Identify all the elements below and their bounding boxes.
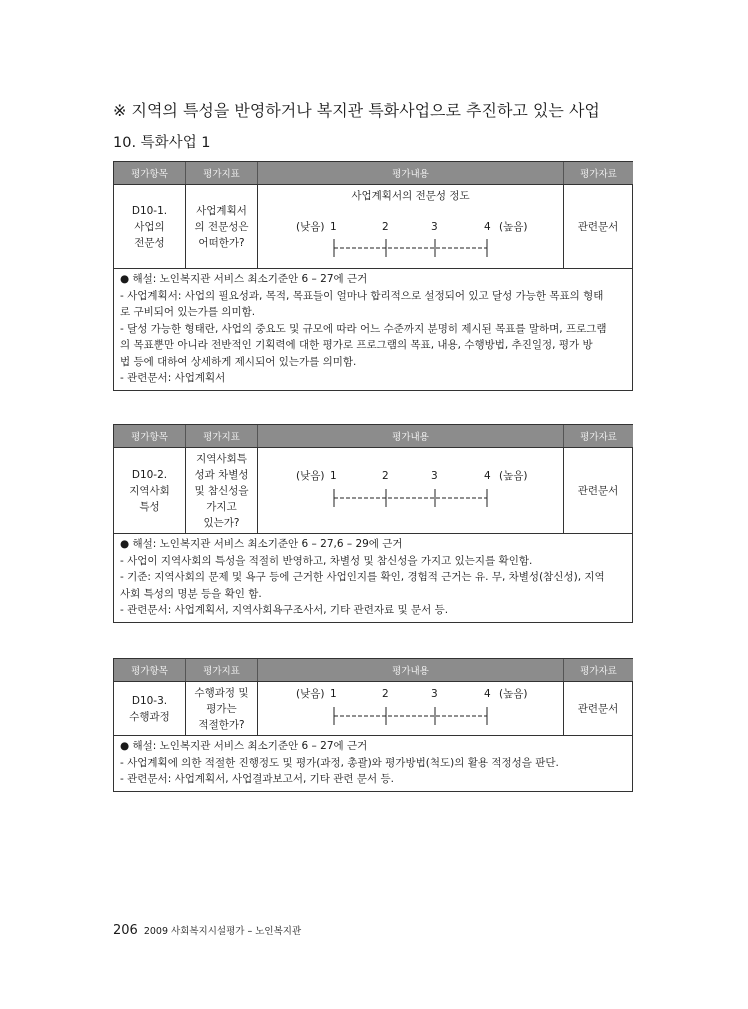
scale-point-2: 2 [382,688,389,700]
scale-point-3: 3 [431,470,438,482]
indicator-line: 지역사회특 [196,452,247,465]
header-indicator: 평가지표 [186,425,258,447]
scale-low-label: (낮음) [296,470,325,482]
description-box [114,268,633,390]
indicator-line: 있는가? [203,516,240,529]
table-row [114,447,633,533]
table-row [114,681,633,735]
item-code: D10-2. [131,468,168,481]
rating-scale-line [258,487,564,509]
table-header [114,425,633,447]
description-line: 사회 특성의 명분 등을 확인 함. [120,587,262,600]
header-content: 평가내용 [258,659,564,681]
content-cell [258,682,564,735]
page-footer [113,919,301,938]
scale-point-4: 4 [484,221,491,233]
description-line: - 관련문서: 사업계획서 [120,372,226,384]
description-line: - 사업계획에 의한 적절한 진행정도 및 평가(과정, 총괄)와 평가방법(척도)의 활용 적정성을 판단. [120,756,559,769]
item-name-line: 사업의 [134,220,165,233]
evaluation-table-1 [113,161,633,391]
description-line: - 관련문서: 사업계획서, 사업결과보고서, 기타 관련 문서 등. [120,773,394,785]
table-header [114,162,633,184]
item-code: D10-3. [131,694,168,707]
header-indicator: 평가지표 [186,659,258,681]
item-name-line: 수행과정 [129,710,170,723]
page-note: ※ 지역의 특성을 반영하거나 복지관 특화사업으로 추진하고 있는 사업 [113,101,600,120]
indicator-cell [186,448,258,533]
scale-point-4: 4 [484,688,491,700]
evaluation-table-3 [113,658,633,792]
item-name-line: 지역사회 [129,484,170,497]
page-number: 206 [113,923,138,938]
scale-point-1: 1 [330,470,337,482]
material-cell: 관련문서 [564,682,633,735]
description-line: - 기준: 지역사회의 문제 및 욕구 등에 근거한 사업인지를 확인, 경험적 근거는 유. 무, 차별성(참신성), 지역 [120,571,605,583]
scale-point-1: 1 [330,688,337,700]
indicator-line: 어떠한가? [198,236,245,249]
indicator-line: 적절한가? [198,718,245,731]
indicator-line: 평가는 [206,702,237,715]
scale-high-label: (높음) [499,221,528,233]
indicator-cell [186,682,258,735]
description-line: 로 구비되어 있는가를 의미함. [120,306,256,318]
content-cell [258,448,564,533]
header-item: 평가항목 [114,659,186,681]
header-content: 평가내용 [258,162,564,184]
item-cell [114,682,186,735]
description-box [114,735,633,791]
table-header [114,659,633,681]
description-box [114,533,633,622]
description-line: - 사업이 지역사회의 특성을 적절히 반영하고, 차별성 및 참신성을 가지고 있는지를 확인함. [120,554,533,567]
header-indicator: 평가지표 [186,162,258,184]
table-row [114,184,633,268]
evaluation-table-2 [113,424,633,623]
rating-scale-labels [258,219,563,235]
indicator-line: 가지고 [206,500,237,513]
indicator-line: 의 전문성은 [194,220,249,233]
material-cell: 관련문서 [564,448,633,533]
description-line: - 달성 가능한 형태란, 사업의 중요도 및 규모에 따라 어느 수준까지 분명히 제시된 목표를 말하며, 프로그램 [120,322,607,335]
item-cell [114,448,186,533]
indicator-line: 사업계획서 [196,204,247,217]
rating-scale-line [258,705,564,727]
scale-point-3: 3 [431,221,438,233]
description-line: - 사업계획서: 사업의 필요성과, 목적, 목표들이 얼마나 합리적으로 설정되어 있고 달성 가능한 목표의 형태 [120,289,604,302]
header-content: 평가내용 [258,425,564,447]
rating-scale-labels [258,468,563,484]
description-line: 의 목표뿐만 아니라 전반적인 기획력에 대한 평가로 프로그램의 목표, 내용, 수행방법, 추진일정, 평가 방 [120,339,593,351]
header-material: 평가자료 [580,666,617,677]
scale-point-2: 2 [382,221,389,233]
scale-high-label: (높음) [499,688,528,700]
item-code: D10-1. [131,204,168,217]
header-item: 평가항목 [114,162,186,184]
scale-point-2: 2 [382,470,389,482]
indicator-cell [186,185,258,268]
item-name-line: 특성 [139,500,160,513]
item-cell [114,185,186,268]
content-cell [258,185,564,268]
description-line: ● 해설: 노인복지관 서비스 최소기준안 6 – 27에 근거 [120,273,368,285]
material-cell: 관련문서 [564,185,633,268]
scale-low-label: (낮음) [296,688,325,700]
header-item: 평가항목 [114,425,186,447]
indicator-line: 및 참신성을 [194,484,249,497]
scale-point-1: 1 [330,221,337,233]
section-subtitle: 10. 특화사업 1 [113,135,211,151]
description-line: - 관련문서: 사업계획서, 지역사회욕구조사서, 기타 관련자료 및 문서 등. [120,604,449,616]
scale-high-label: (높음) [499,470,528,482]
header-material: 평가자료 [580,169,617,180]
rating-scale-line [258,237,564,259]
indicator-line: 성과 차별성 [194,468,249,481]
scale-point-4: 4 [484,470,491,482]
description-line: ● 해설: 노인복지관 서비스 최소기준안 6 – 27,6 – 29에 근거 [120,538,403,550]
scale-point-3: 3 [431,688,438,700]
description-line: ● 해설: 노인복지관 서비스 최소기준안 6 – 27에 근거 [120,740,368,752]
indicator-line: 수행과정 및 [194,686,249,699]
footer-title: 2009 사회복지시설평가 – 노인복지관 [143,926,302,937]
header-material: 평가자료 [580,432,617,443]
description-line: 법 등에 대하여 상세하게 제시되어 있는가를 의미함. [120,355,357,368]
rating-scale-labels [258,686,563,702]
scale-low-label: (낮음) [296,221,325,233]
content-title: 사업계획서의 전문성 정도 [351,190,470,202]
item-name-line: 전문성 [134,236,165,249]
